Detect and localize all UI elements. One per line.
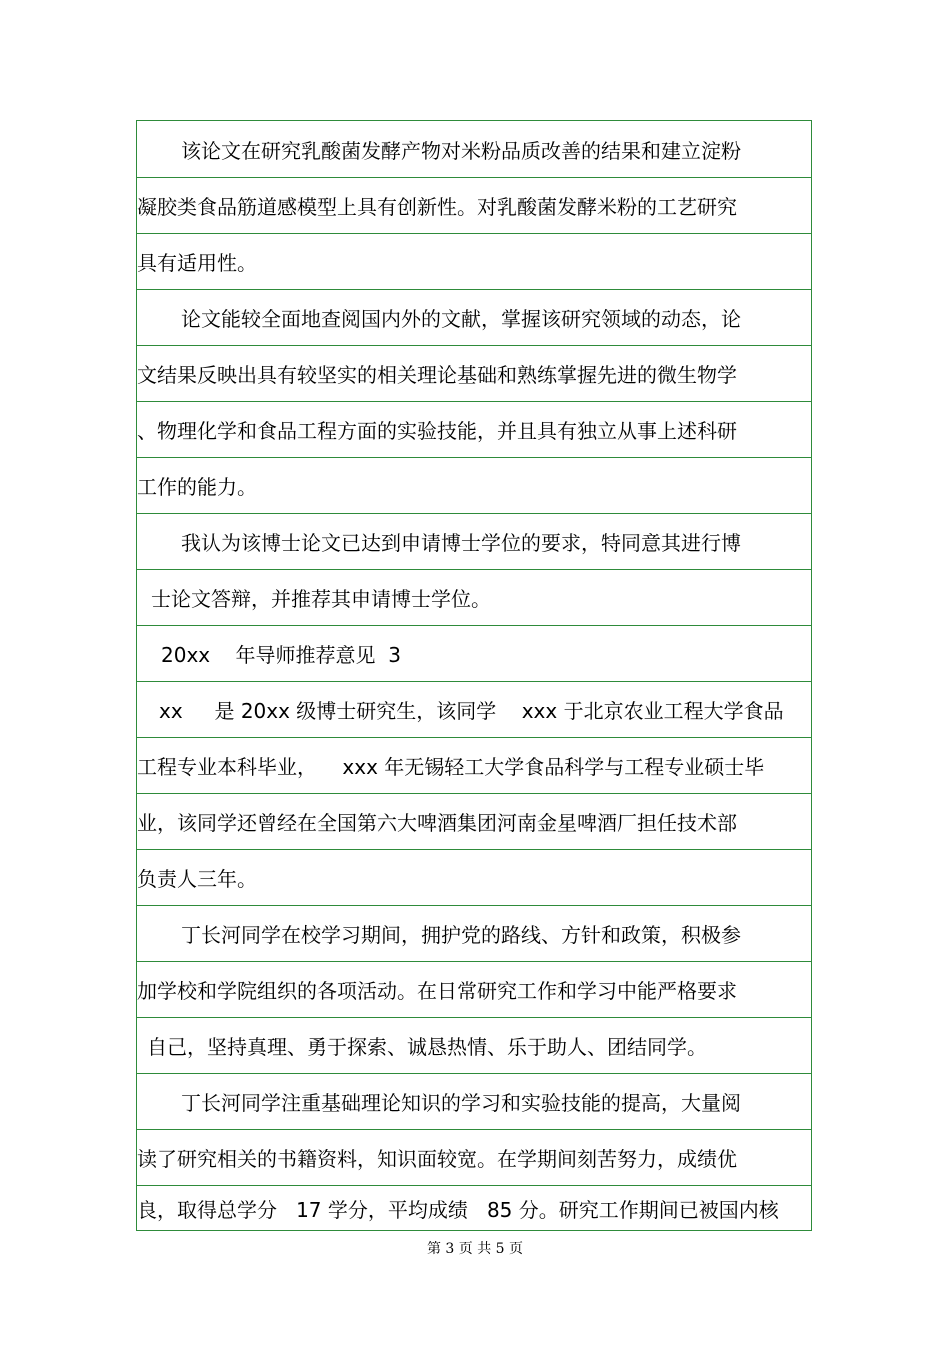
- text-line: [137, 177, 811, 233]
- text-line: [137, 289, 811, 345]
- line-text: 士论文答辩，并推荐其申请博士学位。: [151, 587, 491, 611]
- line-text: 该论文在研究乳酸菌发酵产物对米粉品质改善的结果和建立淀粉: [181, 138, 741, 163]
- text-line: [137, 1073, 811, 1129]
- page-number-footer: 第 3 页 共 5 页: [426, 1241, 524, 1257]
- line-text: 读了研究相关的书籍资料，知识面较宽。在学期间刻苦努力，成绩优: [137, 1147, 737, 1171]
- text-line: [137, 1017, 811, 1073]
- line-text: xx 是 20xx 级博士研究生，该同学 xxx 于北京农业工程大学食品: [159, 699, 784, 723]
- line-text: 良，取得总学分 17 学分，平均成绩 85 分。研究工作期间已被国内核: [137, 1197, 779, 1222]
- text-line: [137, 793, 811, 849]
- text-line: [137, 625, 811, 681]
- line-text: 具有适用性。: [137, 251, 257, 275]
- line-text: 论文能较全面地查阅国内外的文献，掌握该研究领域的动态，论: [181, 307, 741, 331]
- text-line: [137, 905, 811, 961]
- text-line: [137, 233, 811, 289]
- text-line: [137, 737, 811, 793]
- line-text: 加学校和学院组织的各项活动。在日常研究工作和学习中能严格要求: [137, 979, 737, 1003]
- text-line: [137, 961, 811, 1017]
- text-line: [137, 401, 811, 457]
- line-text: 自己，坚持真理、勇于探索、诚恳热情、乐于助人、团结同学。: [147, 1035, 707, 1059]
- line-text: 丁长河同学在校学习期间，拥护党的路线、方针和政策，积极参: [181, 923, 741, 947]
- text-line: [137, 121, 811, 177]
- text-line: [137, 513, 811, 569]
- line-text: 丁长河同学注重基础理论知识的学习和实验技能的提高，大量阅: [181, 1091, 741, 1115]
- text-line: [137, 345, 811, 401]
- line-text: 20xx 年导师推荐意见 3: [161, 643, 401, 667]
- text-line: [137, 849, 811, 905]
- page-text-frame: [136, 120, 812, 1231]
- text-line: [137, 1185, 811, 1230]
- text-line: [137, 457, 811, 513]
- line-text: 我认为该博士论文已达到申请博士学位的要求，特同意其进行博: [181, 531, 741, 555]
- line-text: 文结果反映出具有较坚实的相关理论基础和熟练掌握先进的微生物学: [137, 363, 737, 387]
- line-text: 凝胶类食品筋道感模型上具有创新性。对乳酸菌发酵米粉的工艺研究: [137, 195, 737, 219]
- line-text: 工作的能力。: [137, 475, 257, 499]
- text-line: [137, 569, 811, 625]
- line-text: 业，该同学还曾经在全国第六大啤酒集团河南金星啤酒厂担任技术部: [137, 811, 737, 835]
- line-text: 负责人三年。: [137, 867, 257, 891]
- line-text: 工程专业本科毕业， xxx 年无锡轻工大学食品科学与工程专业硕士毕: [137, 755, 765, 779]
- text-line: [137, 1129, 811, 1185]
- line-text: 、物理化学和食品工程方面的实验技能，并且具有独立从事上述科研: [137, 419, 737, 443]
- text-line: [137, 681, 811, 737]
